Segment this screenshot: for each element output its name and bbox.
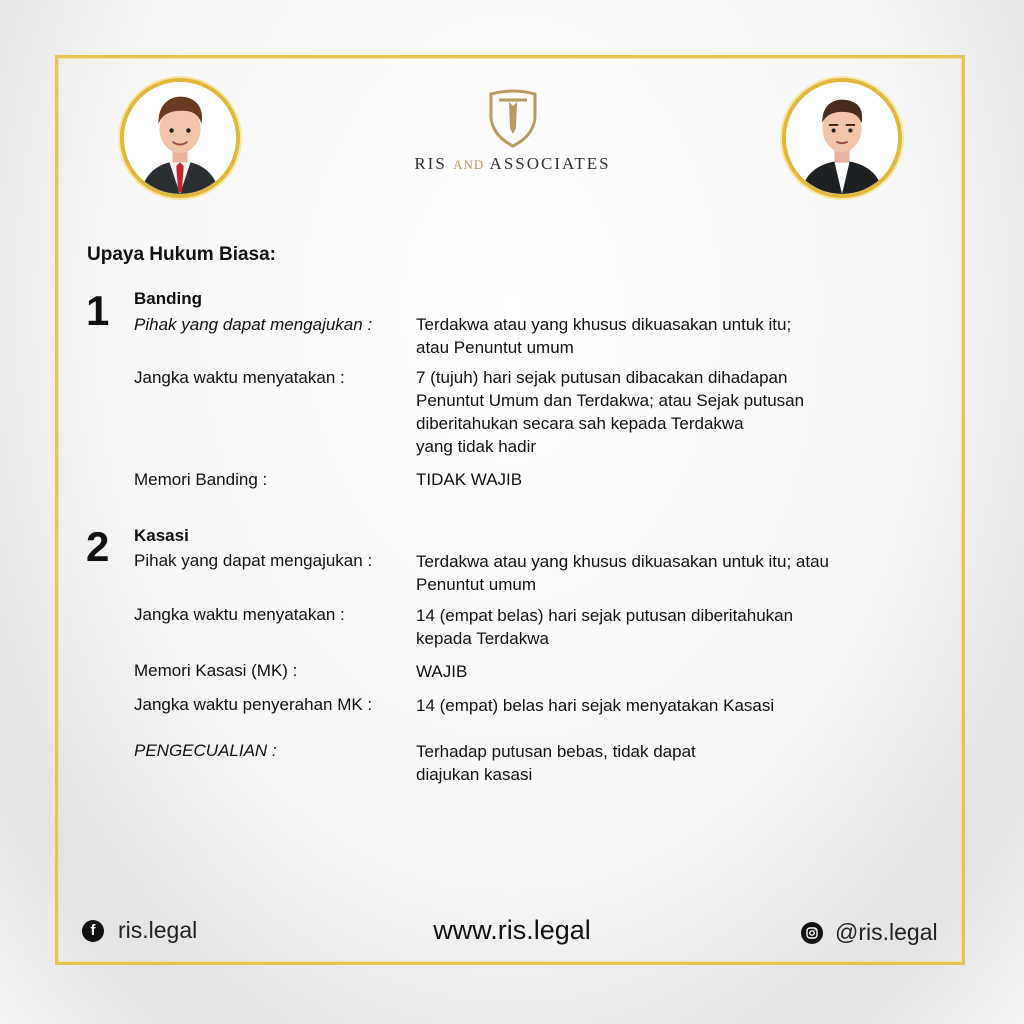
row-value: Terdakwa atau yang khusus dikuasakan untuk itu; atau Penuntut umum bbox=[416, 552, 829, 594]
section-number: 1 bbox=[86, 287, 110, 334]
section-title: Banding bbox=[134, 289, 202, 308]
row-value: Terhadap putusan bebas, tidak dapat diajukan kasasi bbox=[416, 742, 696, 784]
shield-icon bbox=[487, 88, 539, 148]
row-value: WAJIB bbox=[416, 662, 468, 681]
facebook-icon: f bbox=[82, 920, 104, 942]
row-value: 14 (empat belas) hari sejak putusan diberitahukan kepada Terdakwa bbox=[416, 606, 794, 648]
row-label: Jangka waktu menyatakan : bbox=[134, 368, 345, 387]
page-heading: Upaya Hukum Biasa: bbox=[87, 244, 277, 265]
row-value: 7 (tujuh) hari sejak putusan dibacakan dihadapan Penuntut Umum dan Terdakwa; atau Sejak putusan diberitahukan secara sah kepada Terdakwa yang tidak hadir bbox=[416, 368, 805, 456]
brand-name-associates: ASSOCIATES bbox=[489, 154, 611, 173]
section-number: 2 bbox=[86, 523, 110, 570]
row-label: Memori Banding : bbox=[134, 470, 268, 489]
instagram-icon bbox=[801, 922, 823, 944]
brand-name-ris: RIS bbox=[414, 154, 447, 173]
row-label: Jangka waktu penyerahan MK : bbox=[134, 695, 373, 714]
row-label: Pihak yang dapat mengajukan : bbox=[134, 551, 373, 570]
lawyer-avatar-left bbox=[120, 78, 240, 198]
website-link[interactable]: www.ris.legal bbox=[433, 915, 591, 945]
instagram-handle: @ris.legal bbox=[835, 919, 938, 945]
row-value: 14 (empat) belas hari sejak menyatakan Kasasi bbox=[416, 696, 775, 715]
company-logo bbox=[390, 88, 635, 188]
instagram-link[interactable] bbox=[801, 919, 938, 946]
brand-name-and: AND bbox=[453, 157, 485, 172]
row-label: Pihak yang dapat mengajukan : bbox=[134, 315, 373, 334]
facebook-handle: ris.legal bbox=[118, 917, 198, 943]
row-value: Terdakwa atau yang khusus dikuasakan untuk itu; atau Penuntut umum bbox=[416, 315, 792, 357]
row-value: TIDAK WAJIB bbox=[416, 470, 523, 489]
section-title: Kasasi bbox=[134, 526, 189, 545]
row-label: Memori Kasasi (MK) : bbox=[134, 661, 298, 680]
row-label: PENGECUALIAN : bbox=[134, 741, 277, 760]
brand-name bbox=[390, 154, 635, 174]
lawyer-avatar-right bbox=[782, 78, 902, 198]
row-label: Jangka waktu menyatakan : bbox=[134, 605, 345, 624]
